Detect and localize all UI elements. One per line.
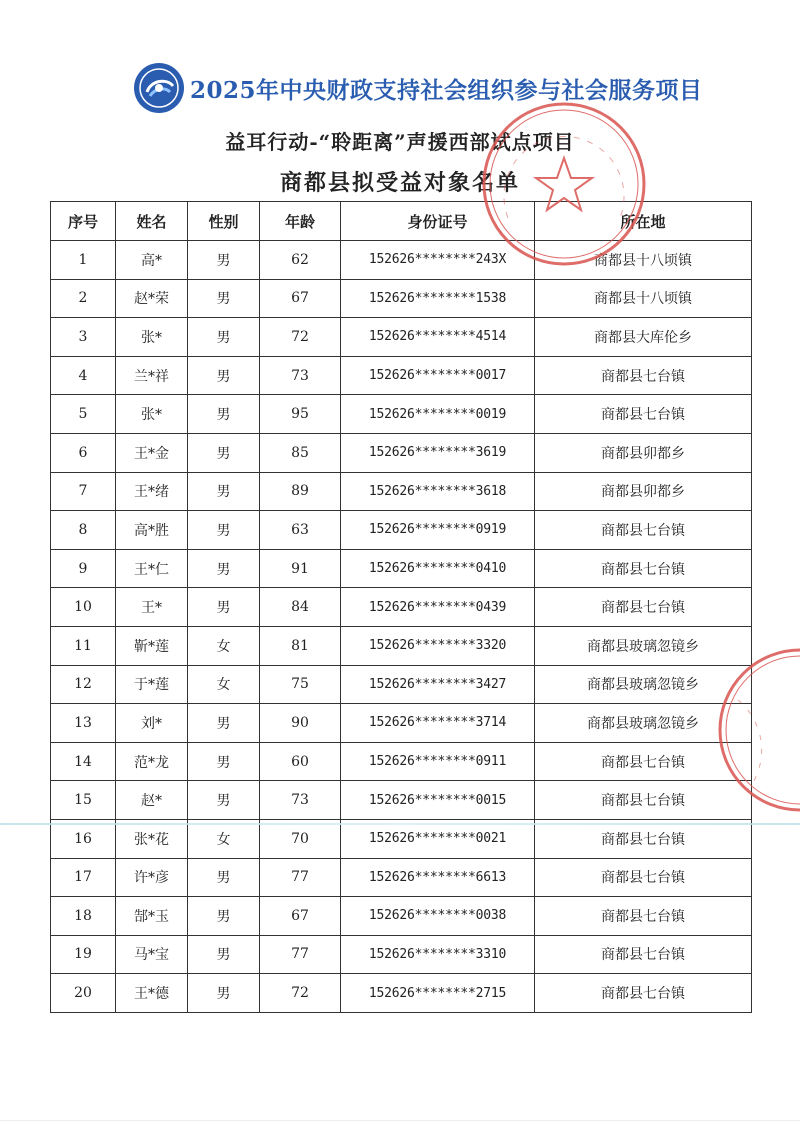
table-row: [51, 974, 752, 1013]
row-id-number: 152626********0911: [341, 742, 535, 781]
row-name: 许*彦: [116, 858, 188, 897]
table-row: [51, 704, 752, 743]
row-age: 95: [260, 395, 341, 434]
row-location: 商都县七台镇: [535, 819, 752, 858]
row-location: 商都县七台镇: [535, 742, 752, 781]
table-row: [51, 897, 752, 936]
row-age: 91: [260, 549, 341, 588]
row-gender: 男: [188, 588, 260, 627]
row-gender: 男: [188, 897, 260, 936]
row-gender: 男: [188, 742, 260, 781]
row-age: 90: [260, 704, 341, 743]
row-gender: 男: [188, 472, 260, 511]
row-gender: 男: [188, 395, 260, 434]
row-id-number: 152626********3714: [341, 704, 535, 743]
row-gender: 男: [188, 704, 260, 743]
row-gender: 男: [188, 318, 260, 357]
table-body: [51, 241, 752, 1013]
table-row: [51, 935, 752, 974]
page-edge-line: [0, 1120, 800, 1121]
row-index: 16: [51, 819, 116, 858]
row-gender: 男: [188, 279, 260, 318]
row-name: 郜*玉: [116, 897, 188, 936]
row-gender: 男: [188, 974, 260, 1013]
row-gender: 男: [188, 356, 260, 395]
row-location: 商都县七台镇: [535, 974, 752, 1013]
row-age: 72: [260, 974, 341, 1013]
row-index: 4: [51, 356, 116, 395]
row-gender: 男: [188, 511, 260, 550]
row-index: 20: [51, 974, 116, 1013]
row-age: 73: [260, 356, 341, 395]
red-seal-stamp-partial: [708, 640, 800, 820]
row-name: 王*绪: [116, 472, 188, 511]
row-location: 商都县卯都乡: [535, 433, 752, 472]
table-row: [51, 549, 752, 588]
row-index: 8: [51, 511, 116, 550]
row-location: 商都县玻璃忽镜乡: [535, 704, 752, 743]
row-index: 10: [51, 588, 116, 627]
row-age: 85: [260, 433, 341, 472]
row-index: 17: [51, 858, 116, 897]
row-name: 王*德: [116, 974, 188, 1013]
row-index: 1: [51, 241, 116, 280]
document-header: [0, 58, 800, 114]
red-seal-stamp: [478, 98, 650, 270]
row-name: 高*: [116, 241, 188, 280]
row-id-number: 152626********0919: [341, 511, 535, 550]
organization-logo-icon: [133, 62, 185, 114]
row-id-number: 152626********4514: [341, 318, 535, 357]
row-age: 75: [260, 665, 341, 704]
row-index: 6: [51, 433, 116, 472]
row-index: 12: [51, 665, 116, 704]
row-name: 靳*莲: [116, 626, 188, 665]
row-index: 14: [51, 742, 116, 781]
row-age: 89: [260, 472, 341, 511]
row-gender: 男: [188, 858, 260, 897]
row-name: 赵*: [116, 781, 188, 820]
table-row: [51, 318, 752, 357]
row-index: 5: [51, 395, 116, 434]
column-header-name: 姓名: [116, 202, 188, 241]
row-location: 商都县大库伦乡: [535, 318, 752, 357]
row-name: 张*花: [116, 819, 188, 858]
row-location: 商都县玻璃忽镜乡: [535, 665, 752, 704]
beneficiary-table: [50, 201, 752, 1013]
table-row: [51, 858, 752, 897]
row-location: 商都县卯都乡: [535, 472, 752, 511]
row-gender: 女: [188, 819, 260, 858]
column-header-age: 年龄: [260, 202, 341, 241]
row-name: 王*金: [116, 433, 188, 472]
row-gender: 男: [188, 935, 260, 974]
row-location: 商都县七台镇: [535, 935, 752, 974]
row-age: 73: [260, 781, 341, 820]
table-row: [51, 665, 752, 704]
row-index: 2: [51, 279, 116, 318]
row-name: 张*: [116, 318, 188, 357]
row-id-number: 152626********6613: [341, 858, 535, 897]
table-row: [51, 472, 752, 511]
row-location: 商都县玻璃忽镜乡: [535, 626, 752, 665]
row-id-number: 152626********3427: [341, 665, 535, 704]
row-age: 81: [260, 626, 341, 665]
row-age: 77: [260, 935, 341, 974]
row-age: 63: [260, 511, 341, 550]
row-index: 9: [51, 549, 116, 588]
row-gender: 男: [188, 549, 260, 588]
column-header-gender: 性别: [188, 202, 260, 241]
scan-artifact-line: [0, 823, 800, 825]
row-location: 商都县七台镇: [535, 395, 752, 434]
row-name: 赵*荣: [116, 279, 188, 318]
row-age: 77: [260, 858, 341, 897]
row-index: 7: [51, 472, 116, 511]
table-row: [51, 588, 752, 627]
row-id-number: 152626********3310: [341, 935, 535, 974]
row-id-number: 152626********0021: [341, 819, 535, 858]
table-row: [51, 742, 752, 781]
row-location: 商都县七台镇: [535, 549, 752, 588]
row-location: 商都县七台镇: [535, 356, 752, 395]
row-age: 62: [260, 241, 341, 280]
row-gender: 女: [188, 626, 260, 665]
row-id-number: 152626********3320: [341, 626, 535, 665]
row-index: 11: [51, 626, 116, 665]
row-id-number: 152626********0019: [341, 395, 535, 434]
project-title: 2025年中央财政支持社会组织参与社会服务项目: [190, 77, 703, 104]
row-location: 商都县七台镇: [535, 511, 752, 550]
table-row: [51, 395, 752, 434]
row-name: 张*: [116, 395, 188, 434]
row-age: 84: [260, 588, 341, 627]
row-age: 60: [260, 742, 341, 781]
table-row: [51, 356, 752, 395]
row-id-number: 152626********2715: [341, 974, 535, 1013]
row-age: 72: [260, 318, 341, 357]
row-name: 王*: [116, 588, 188, 627]
table-row: [51, 433, 752, 472]
project-subtitle: 益耳行动-“聆距离”声援西部试点项目: [225, 130, 575, 154]
row-id-number: 152626********243X: [341, 241, 535, 280]
row-name: 于*莲: [116, 665, 188, 704]
row-id-number: 152626********3619: [341, 433, 535, 472]
row-name: 范*龙: [116, 742, 188, 781]
row-id-number: 152626********0017: [341, 356, 535, 395]
column-header-index: 序号: [51, 202, 116, 241]
row-location: 商都县十八顷镇: [535, 279, 752, 318]
row-location: 商都县七台镇: [535, 858, 752, 897]
row-id-number: 152626********0439: [341, 588, 535, 627]
row-location: 商都县七台镇: [535, 781, 752, 820]
row-age: 67: [260, 279, 341, 318]
row-gender: 男: [188, 781, 260, 820]
column-header-id-number: 身份证号: [341, 202, 535, 241]
row-index: 19: [51, 935, 116, 974]
row-id-number: 152626********3618: [341, 472, 535, 511]
table-row: [51, 781, 752, 820]
row-index: 3: [51, 318, 116, 357]
row-index: 15: [51, 781, 116, 820]
table-row: [51, 819, 752, 858]
row-gender: 男: [188, 433, 260, 472]
list-title: 商都县拟受益对象名单: [279, 170, 520, 196]
row-index: 18: [51, 897, 116, 936]
row-name: 王*仁: [116, 549, 188, 588]
table-row: [51, 626, 752, 665]
row-name: 兰*祥: [116, 356, 188, 395]
row-id-number: 152626********0038: [341, 897, 535, 936]
row-name: 刘*: [116, 704, 188, 743]
row-id-number: 152626********0015: [341, 781, 535, 820]
row-location: 商都县十八顷镇: [535, 241, 752, 280]
row-location: 商都县七台镇: [535, 588, 752, 627]
row-name: 高*胜: [116, 511, 188, 550]
table-row: [51, 511, 752, 550]
row-age: 67: [260, 897, 341, 936]
row-id-number: 152626********1538: [341, 279, 535, 318]
row-location: 商都县七台镇: [535, 897, 752, 936]
column-header-location: 所在地: [535, 202, 752, 241]
row-gender: 男: [188, 241, 260, 280]
row-id-number: 152626********0410: [341, 549, 535, 588]
table-row: [51, 279, 752, 318]
row-name: 马*宝: [116, 935, 188, 974]
row-index: 13: [51, 704, 116, 743]
row-gender: 女: [188, 665, 260, 704]
row-age: 70: [260, 819, 341, 858]
